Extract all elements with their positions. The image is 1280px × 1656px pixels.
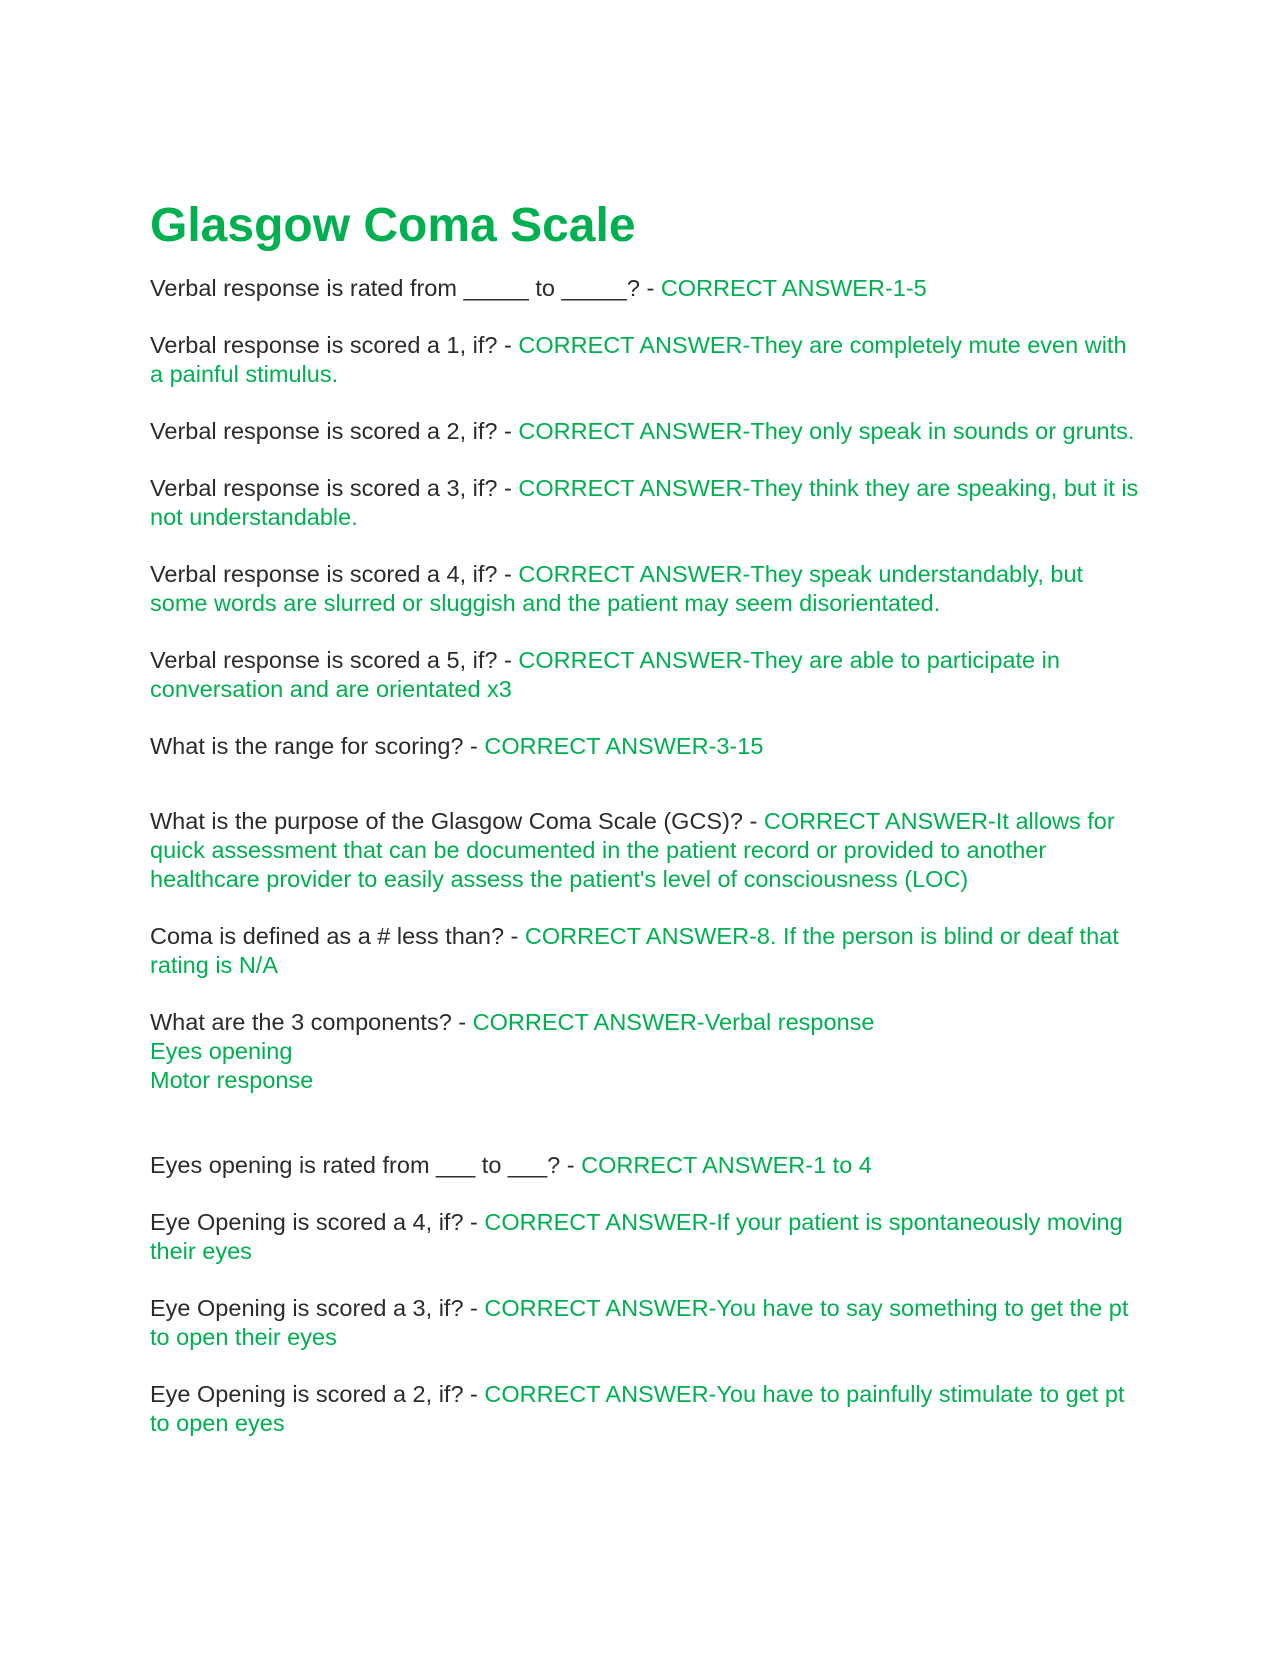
question-text: Eyes opening is rated from ___ to ___? — [150, 1152, 561, 1178]
answer-text: CORRECT ANSWER-They are able to participate in conversation and are orientated x3 — [150, 647, 1060, 702]
question-answer-item — [150, 1008, 1140, 1095]
document-body — [150, 196, 1140, 1466]
page-title: Glasgow Coma Scale — [150, 199, 636, 252]
answer-text: CORRECT ANSWER-1-5 — [660, 275, 927, 301]
answer-text: CORRECT ANSWER-They are completely mute even with a painful stimulus. — [150, 332, 1127, 387]
answer-text: CORRECT ANSWER-If your patient is spontaneously moving their eyes — [150, 1209, 1123, 1264]
question-answer-item — [150, 560, 1140, 618]
separator-text: - — [560, 1152, 582, 1178]
question-answer-item — [150, 417, 1140, 446]
question-answer-item — [150, 1208, 1140, 1266]
answer-text: CORRECT ANSWER-3-15 — [484, 733, 764, 759]
question-answer-list — [150, 274, 1140, 1438]
question-text: What is the purpose of the Glasgow Coma Scale (GCS)? — [150, 808, 743, 834]
question-text: Eye Opening is scored a 3, if? — [150, 1295, 464, 1321]
question-answer-item — [150, 922, 1140, 980]
question-answer-item — [150, 331, 1140, 389]
question-text: Coma is defined as a # less than? — [150, 923, 505, 949]
separator-text: - — [497, 475, 519, 501]
separator-text: - — [451, 1009, 473, 1035]
answer-text: CORRECT ANSWER-They think they are speaking, but it is not understandable. — [150, 475, 1139, 530]
separator-text: - — [497, 647, 519, 673]
question-answer-item — [150, 1151, 1140, 1180]
separator-text: - — [504, 923, 525, 949]
separator-text: - — [743, 808, 764, 834]
question-answer-item — [150, 274, 1140, 303]
question-text: Verbal response is scored a 5, if? — [150, 647, 498, 673]
answer-text: CORRECT ANSWER-8. If the person is blind or deaf that rating is N/A — [150, 923, 1119, 978]
question-text: Verbal response is scored a 1, if? — [150, 332, 498, 358]
question-answer-item — [150, 1294, 1140, 1352]
question-answer-item — [150, 807, 1140, 894]
separator-text: - — [497, 561, 519, 587]
answer-text: CORRECT ANSWER-You have to painfully stimulate to get pt to open eyes — [150, 1381, 1125, 1436]
separator-text: - — [463, 1295, 485, 1321]
answer-text: CORRECT ANSWER-Verbal response Eyes opening Motor response — [150, 1009, 875, 1093]
question-answer-item — [150, 646, 1140, 704]
question-text: What are the 3 components? — [150, 1009, 452, 1035]
question-text: Verbal response is scored a 4, if? — [150, 561, 498, 587]
question-text: Verbal response is rated from _____ to _____? — [150, 275, 640, 301]
separator-text: - — [463, 1381, 485, 1407]
question-text: Verbal response is scored a 3, if? — [150, 475, 498, 501]
separator-text: - — [463, 733, 485, 759]
question-text: What is the range for scoring? — [150, 733, 464, 759]
question-text: Eye Opening is scored a 2, if? — [150, 1381, 464, 1407]
question-answer-item — [150, 1380, 1140, 1438]
question-answer-item — [150, 474, 1140, 532]
separator-text: - — [497, 418, 519, 444]
answer-text: CORRECT ANSWER-You have to say something to get the pt to open their eyes — [150, 1295, 1129, 1350]
answer-text: CORRECT ANSWER-It allows for quick assessment that can be documented in the patient record or provided to another healthcare provider to easily assess the patient's level of consciousness (LOC) — [150, 808, 1115, 892]
answer-text: CORRECT ANSWER-They speak understandably, but some words are slurred or sluggish and the patient may seem disorientated. — [150, 561, 1084, 616]
answer-text: CORRECT ANSWER-They only speak in sounds or grunts. — [518, 418, 1135, 444]
question-answer-item — [150, 732, 1140, 761]
separator-text: - — [639, 275, 661, 301]
answer-text: CORRECT ANSWER-1 to 4 — [581, 1152, 872, 1178]
question-text: Eye Opening is scored a 4, if? — [150, 1209, 464, 1235]
question-text: Verbal response is scored a 2, if? — [150, 418, 498, 444]
separator-text: - — [463, 1209, 485, 1235]
separator-text: - — [497, 332, 519, 358]
